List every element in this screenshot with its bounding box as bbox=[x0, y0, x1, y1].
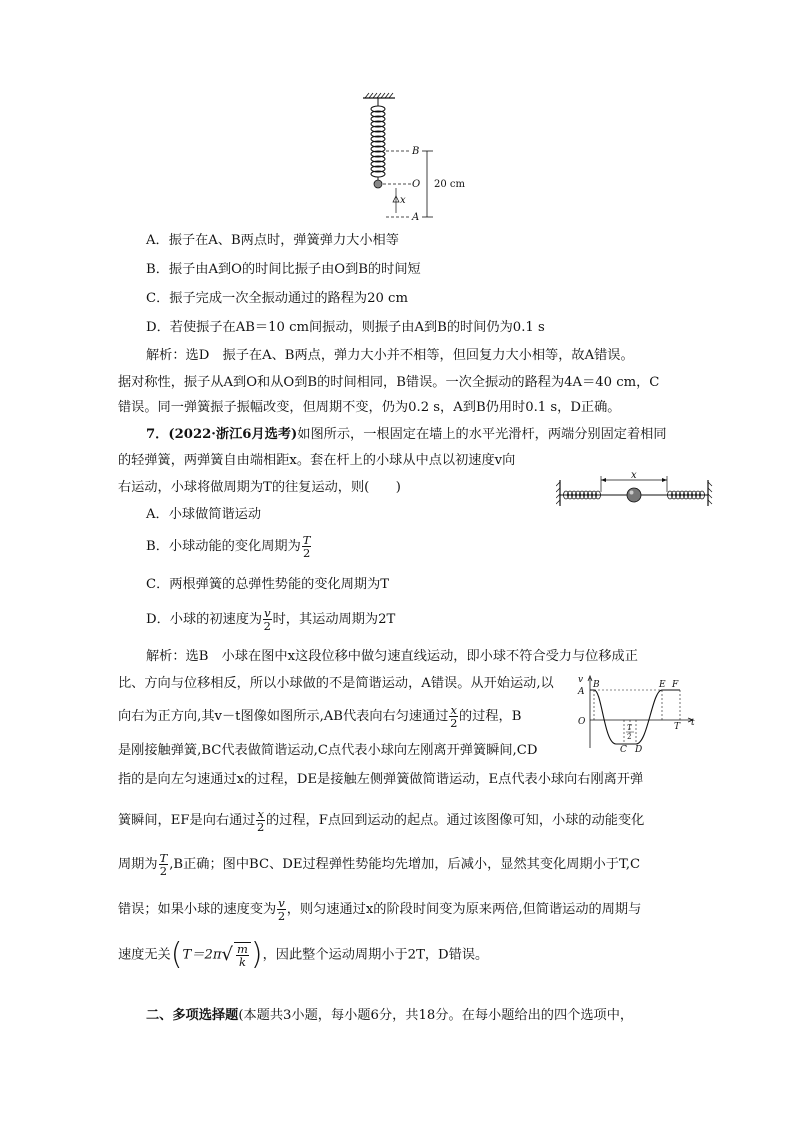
vt-label-f: F bbox=[672, 680, 679, 690]
point-o-label: O bbox=[412, 179, 421, 190]
fraction-v-over-2 bbox=[277, 897, 286, 922]
vt-label-t: T bbox=[674, 722, 681, 732]
rod-spring-figure bbox=[556, 470, 716, 510]
vt-label-a: A bbox=[578, 687, 585, 697]
q7-solution-line-3-end: 的过程，B bbox=[458, 709, 522, 724]
period-formula: T＝2π bbox=[182, 947, 222, 963]
section-2-heading bbox=[146, 1007, 633, 1025]
q7-option-d bbox=[146, 607, 395, 632]
fraction-v-over-2 bbox=[263, 607, 272, 632]
q7-stem-line-2: 的轻弹簧，两弹簧自由端相距x。套在杆上的小球从中点以初速度v向 bbox=[118, 453, 516, 468]
vt-label-c: C bbox=[620, 745, 627, 752]
q6-option-b: B．振子由A到O的时间比振子由O到B的时间短 bbox=[146, 262, 421, 277]
fraction-denominator: 2 bbox=[277, 909, 286, 923]
q7-option-d-text-end: 时，其运动周期为2T bbox=[272, 612, 396, 627]
q7-stem-line-3: 右运动，小球将做周期为T的往复运动，则( ) bbox=[118, 480, 401, 495]
fraction-denominator: 2 bbox=[302, 546, 311, 560]
vt-tick-t2-denominator: 2 bbox=[627, 733, 632, 741]
q7-solution-line-6-end: 的过程，F点回到运动的起点。通过该图像可知，小球的动能变化 bbox=[265, 813, 645, 828]
q6-solution-line-3: 错误。同一弹簧振子振幅改变，但周期不变，仍为0.2 s，A到B仍用时0.1 s，D正确。 bbox=[118, 400, 621, 415]
q7-number: 7．(2022·浙江6月选考) bbox=[146, 427, 298, 442]
q7-solution-line-8-end: ，则匀速通过x的阶段时间变为原来两倍,但简谐运动的周期与 bbox=[286, 902, 642, 917]
fraction-denominator: 2 bbox=[159, 864, 168, 878]
q7-solution-line-3-text: 向右为正方向,其v－t图像如图所示,AB代表向右匀速通过 bbox=[118, 709, 449, 724]
q7-option-b-text: B．小球动能的变化周期为 bbox=[146, 539, 301, 554]
q7-solution-line-9-end: ，因此整个运动周期小于2T，D错误。 bbox=[262, 947, 489, 963]
fraction-t-over-2 bbox=[302, 534, 312, 559]
x-label: x bbox=[400, 195, 406, 206]
point-b-label: B bbox=[412, 146, 420, 157]
q7-solution-line-7-end: ,B正确；图中BC、DE过程弹性势能均先增加，后减小，显然其变化周期小于T,C bbox=[169, 857, 641, 872]
x-length-label: x bbox=[631, 470, 637, 481]
q7-solution-line-7 bbox=[118, 852, 640, 877]
q6-solution-line-1: 解析：选D 振子在A、B两点，弹力大小并不相等，但回复力大小相等，故A错误。 bbox=[146, 348, 634, 363]
q7-solution-line-9-text: 速度无关 bbox=[118, 947, 171, 963]
q7-option-b bbox=[146, 534, 312, 559]
right-paren: ) bbox=[250, 937, 263, 972]
section-2-title: 二、多项选择题 bbox=[146, 1008, 239, 1023]
q7-option-d-text: D．小球的初速度为 bbox=[146, 612, 263, 627]
vt-label-e: E bbox=[659, 680, 666, 690]
spring-oscillator-figure bbox=[355, 92, 475, 222]
fraction-numerator: x bbox=[450, 703, 457, 717]
q7-solution-line-5: 指的是向左匀速通过x的过程，DE是接触左侧弹簧做简谐运动，E点代表小球向右刚离开弹 bbox=[118, 772, 644, 787]
q7-option-c: C．两根弹簧的总弹性势能的变化周期为T bbox=[146, 577, 390, 592]
section-2-instructions: (本题共3小题，每小题6分，共18分。在每小题给出的四个选项中， bbox=[238, 1008, 634, 1023]
vt-label-o: O bbox=[578, 717, 586, 727]
fraction-x-over-2 bbox=[256, 808, 265, 833]
vt-tick-t2-numerator: T bbox=[627, 724, 632, 732]
point-a-label: A bbox=[412, 212, 420, 222]
q6-solution-line-2: 据对称性，振子从A到O和从O到B的时间相同，B错误。一次全振动的路程为4A＝40 cm，C bbox=[118, 375, 660, 390]
fraction-numerator: v bbox=[278, 896, 285, 910]
q7-solution-line-9 bbox=[118, 937, 489, 972]
fraction-denominator: 2 bbox=[450, 716, 458, 730]
q7-solution-line-6-text: 簧瞬间，EF是向右通过 bbox=[118, 813, 256, 828]
q7-stem-text: 如图所示，一根固定在墙上的水平光滑杆，两端分别固定着相同 bbox=[297, 427, 667, 442]
fraction-numerator: T bbox=[302, 533, 311, 547]
fraction-numerator: x bbox=[257, 807, 264, 821]
left-paren: ( bbox=[170, 937, 183, 972]
q7-option-a: A．小球做简谐运动 bbox=[146, 507, 262, 522]
v-axis-label: v bbox=[578, 675, 584, 685]
sqrt-content bbox=[234, 942, 251, 968]
fraction-t-over-2 bbox=[159, 852, 169, 877]
vt-graph bbox=[574, 674, 698, 752]
fraction-denominator: k bbox=[238, 955, 246, 969]
fraction-denominator: 2 bbox=[257, 820, 265, 834]
t-axis-label: t bbox=[691, 718, 695, 728]
fraction-denominator: 2 bbox=[263, 619, 271, 633]
q7-stem-line-1 bbox=[146, 426, 667, 444]
fraction-numerator: m bbox=[237, 942, 248, 956]
q7-solution-line-8-text: 错误；如果小球的速度变为 bbox=[118, 902, 277, 917]
q7-solution-line-4: 是刚接触弹簧,BC代表做简谐运动,C点代表小球向左刚离开弹簧瞬间,CD bbox=[118, 743, 538, 758]
dimension-label: 20 cm bbox=[434, 179, 465, 190]
q6-option-d: D．若使振子在AB＝10 cm间振动，则振子由A到B的时间仍为0.1 s bbox=[146, 320, 545, 335]
q7-solution-line-2: 比、方向与位移相反，所以小球做的不是简谐运动，A错误。从开始运动,以 bbox=[118, 676, 554, 691]
q7-solution-line-1: 解析：选B 小球在图中x这段位移中做匀速直线运动，即小球不符合受力与位移成正 bbox=[146, 649, 638, 664]
q6-option-a: A．振子在A、B两点时，弹簧弹力大小相等 bbox=[146, 233, 399, 248]
fraction-m-over-k bbox=[236, 943, 249, 968]
sqrt-sign: √ bbox=[221, 944, 233, 965]
vt-label-d: D bbox=[635, 745, 643, 752]
fraction-x-over-2 bbox=[449, 704, 458, 729]
q7-solution-line-6 bbox=[118, 808, 644, 833]
q6-option-c: C．振子完成一次全振动通过的路程为20 cm bbox=[146, 291, 408, 306]
q7-solution-line-3 bbox=[118, 704, 521, 729]
vt-label-b: B bbox=[593, 680, 600, 690]
fraction-numerator: T bbox=[159, 851, 168, 865]
q7-solution-line-7-text: 周期为 bbox=[118, 857, 158, 872]
fraction-numerator: v bbox=[264, 606, 271, 620]
q7-solution-line-8 bbox=[118, 897, 641, 922]
